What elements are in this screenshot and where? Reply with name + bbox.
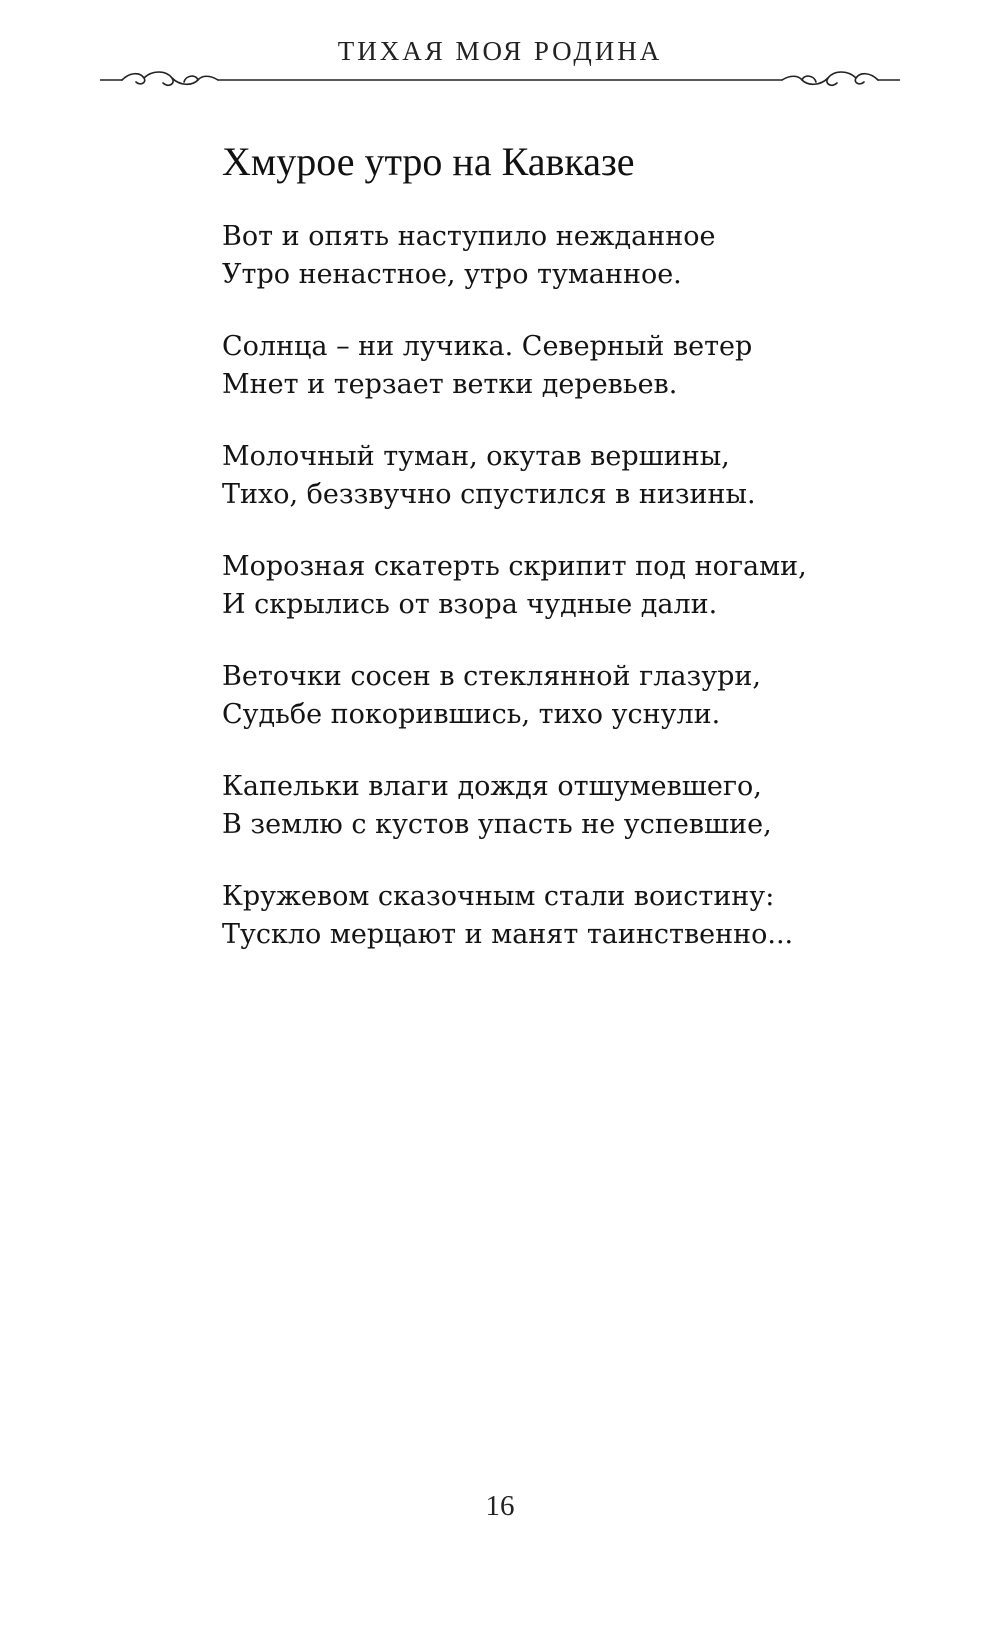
poem-line: Молочный туман, окутав вершины,	[222, 441, 730, 472]
poem-line: Морозная скатерть скрипит под ногами,	[222, 551, 807, 582]
poem-line: В землю с кустов упасть не успевшие,	[222, 809, 772, 840]
stanza	[222, 218, 922, 294]
stanza	[222, 878, 922, 954]
running-header-title: ТИХАЯ МОЯ РОДИНА	[337, 36, 663, 66]
stanza	[222, 658, 922, 734]
poem-line: Мнет и терзает ветки деревьев.	[222, 369, 678, 400]
poem-line: Утро ненастное, утро туманное.	[222, 259, 682, 290]
poem-title: Хмурое утро на Кавказе	[222, 139, 635, 184]
poem-line: Судьбе покорившись, тихо уснули.	[222, 699, 721, 730]
stanza	[222, 328, 922, 404]
poem-line: Солнца – ни лучика. Северный ветер	[222, 331, 753, 362]
poem-line: Кружевом сказочным стали воистину:	[222, 881, 775, 912]
poem-body	[222, 218, 922, 988]
poem-line: Веточки сосен в стеклянной глазури,	[222, 661, 761, 692]
stanza	[222, 438, 922, 514]
stanza	[222, 548, 922, 624]
poem-line: Тускло мерцают и манят таинственно...	[222, 919, 794, 950]
poem-line: И скрылись от взора чудные дали.	[222, 589, 718, 620]
ornamental-divider-icon	[100, 66, 900, 94]
poem-line: Вот и опять наступило нежданное	[222, 221, 716, 252]
stanza	[222, 768, 922, 844]
poem-line: Тихо, беззвучно спустился в низины.	[222, 479, 756, 510]
poem-line: Капельки влаги дождя отшумевшего,	[222, 771, 762, 802]
page-number: 16	[485, 1490, 515, 1522]
